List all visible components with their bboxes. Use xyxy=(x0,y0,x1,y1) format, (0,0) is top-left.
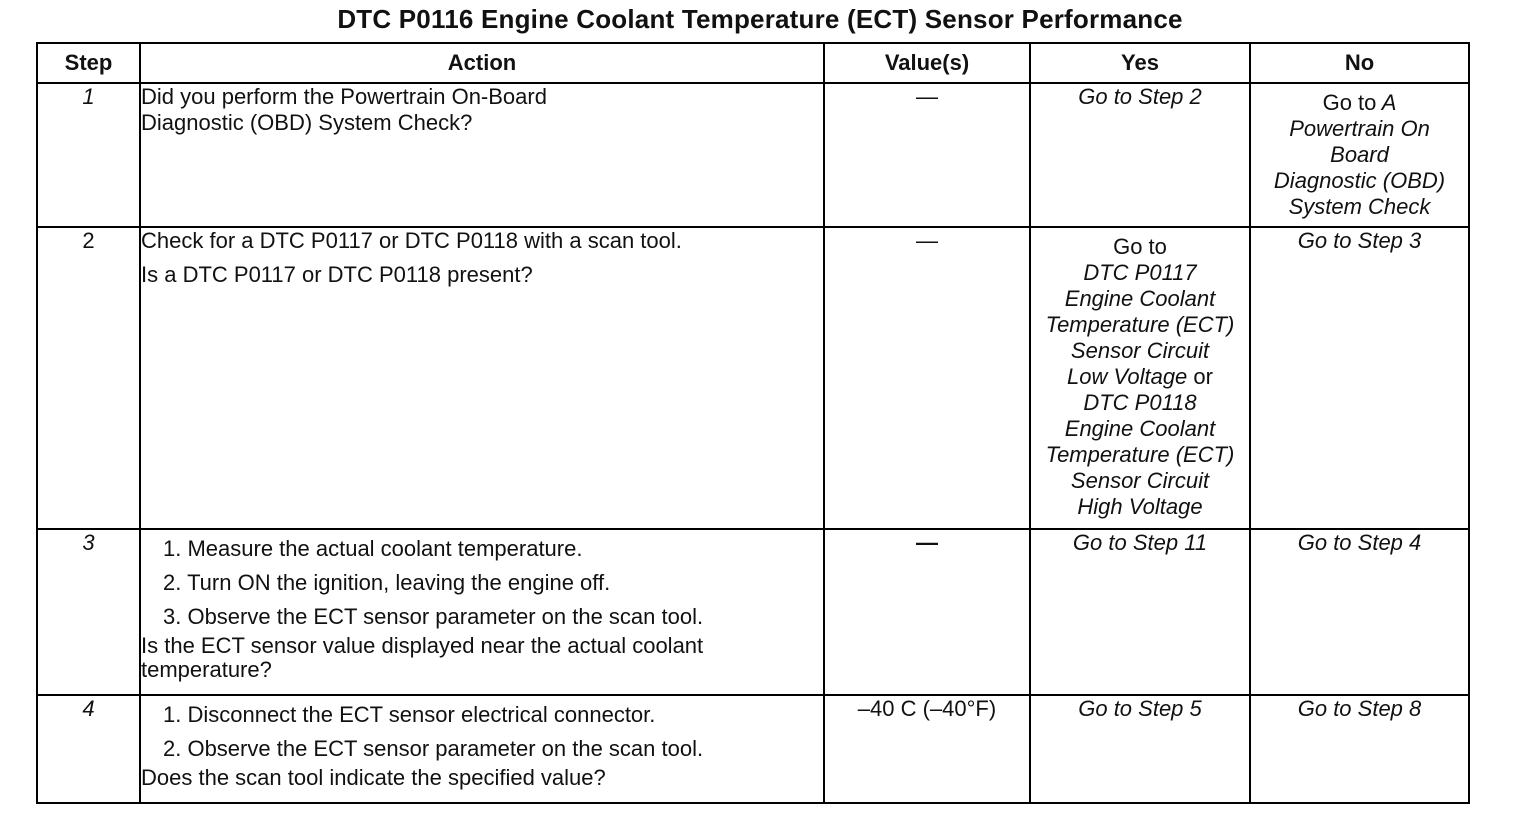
action-substep: 1. Disconnect the ECT sensor electrical connector. xyxy=(163,702,656,727)
action-line: Did you perform the Powertrain On-Board xyxy=(141,84,547,109)
action-cell xyxy=(140,227,824,529)
header-values: Value(s) xyxy=(824,43,1030,83)
action-line: Diagnostic (OBD) System Check? xyxy=(141,110,473,135)
action-question: Is the ECT sensor value displayed near the actual coolant xyxy=(141,633,704,658)
table-header-row xyxy=(37,43,1469,83)
diagnostic-table xyxy=(36,42,1470,804)
action-question: Does the scan tool indicate the specified value? xyxy=(141,765,606,790)
yes-link: Engine Coolant xyxy=(1064,286,1216,311)
table-row xyxy=(37,227,1469,529)
no-link: System Check xyxy=(1288,194,1431,219)
yes-link: Temperature (ECT) xyxy=(1045,312,1235,337)
yes-cell: Go to Step 11 xyxy=(1030,529,1250,695)
yes-link: Sensor Circuit xyxy=(1070,338,1210,363)
action-line: Check for a DTC P0117 or DTC P0118 with a scan tool. xyxy=(141,228,682,253)
action-substeps xyxy=(141,698,823,766)
value-cell: — xyxy=(824,83,1030,227)
header-yes: Yes xyxy=(1030,43,1250,83)
yes-link: DTC P0118 xyxy=(1083,390,1197,415)
value-cell: — xyxy=(824,227,1030,529)
value-cell: — xyxy=(824,529,1030,695)
action-cell xyxy=(140,529,824,695)
header-step: Step xyxy=(37,43,140,83)
table-row xyxy=(37,695,1469,803)
action-substep: 1. Measure the actual coolant temperature. xyxy=(163,536,583,561)
header-action: Action xyxy=(140,43,824,83)
yes-cell xyxy=(1030,227,1250,529)
yes-link: High Voltage xyxy=(1077,494,1203,519)
step-number: 4 xyxy=(37,695,140,803)
action-line: Is a DTC P0117 or DTC P0118 present? xyxy=(141,262,533,287)
no-cell: Go to Step 8 xyxy=(1250,695,1469,803)
yes-link: Low Voltage xyxy=(1067,364,1188,389)
yes-prefix: Go to xyxy=(1113,234,1167,259)
yes-cell: Go to Step 2 xyxy=(1030,83,1250,227)
yes-conjunction: or xyxy=(1193,364,1213,389)
table-row xyxy=(37,83,1469,227)
no-link: Board xyxy=(1330,142,1389,167)
yes-link: DTC P0117 xyxy=(1083,260,1197,285)
no-link: Diagnostic (OBD) xyxy=(1273,168,1446,193)
yes-link: Engine Coolant xyxy=(1064,416,1216,441)
yes-cell: Go to Step 5 xyxy=(1030,695,1250,803)
action-substeps xyxy=(141,532,823,634)
step-number: 2 xyxy=(37,227,140,529)
table-row xyxy=(37,529,1469,695)
no-link: A xyxy=(1381,90,1397,115)
value-cell: –40 C (–40°F) xyxy=(824,695,1030,803)
action-cell xyxy=(140,695,824,803)
step-number: 3 xyxy=(37,529,140,695)
step-number: 1 xyxy=(37,83,140,227)
no-prefix: Go to xyxy=(1322,90,1377,115)
header-no: No xyxy=(1250,43,1469,83)
action-substep: 3. Observe the ECT sensor parameter on the scan tool. xyxy=(163,604,704,629)
no-cell: Go to Step 3 xyxy=(1250,227,1469,529)
page-title: DTC P0116 Engine Coolant Temperature (ECT) Sensor Performance xyxy=(337,4,1183,34)
action-cell xyxy=(140,83,824,227)
yes-link: Temperature (ECT) xyxy=(1045,442,1235,467)
action-substep: 2. Observe the ECT sensor parameter on the scan tool. xyxy=(163,736,704,761)
action-question: temperature? xyxy=(141,657,272,682)
no-cell: Go to Step 4 xyxy=(1250,529,1469,695)
yes-link: Sensor Circuit xyxy=(1070,468,1210,493)
no-cell xyxy=(1250,83,1469,227)
no-link: Powertrain On xyxy=(1289,116,1430,141)
action-substep: 2. Turn ON the ignition, leaving the engine off. xyxy=(163,570,611,595)
